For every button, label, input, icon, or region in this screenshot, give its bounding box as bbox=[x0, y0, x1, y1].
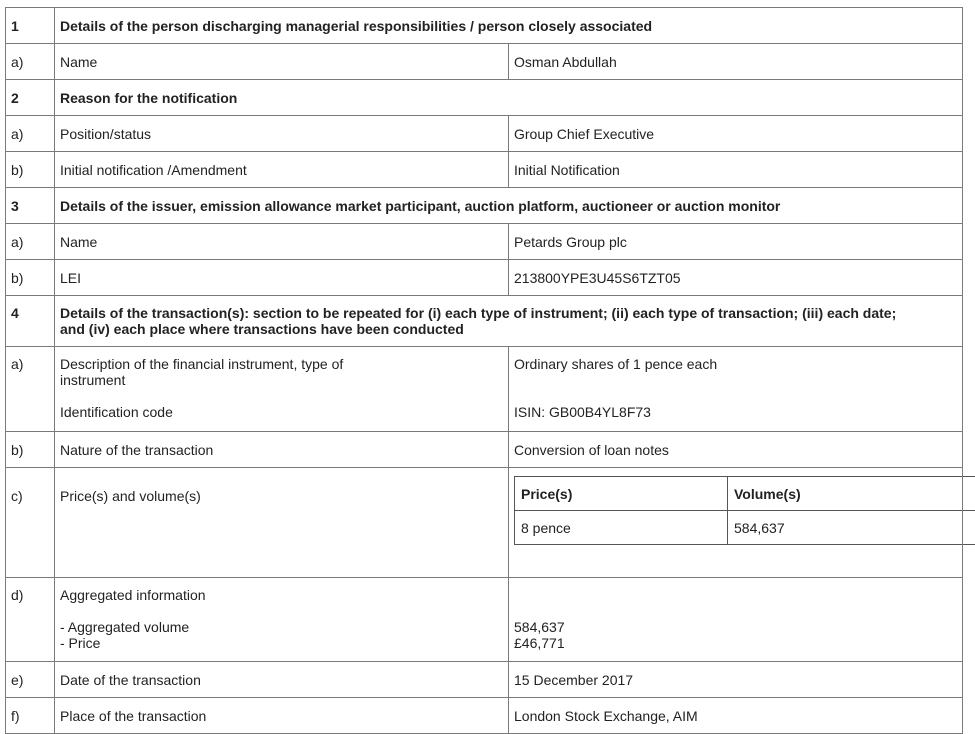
row-value: Petards Group plc bbox=[509, 224, 963, 260]
row-value: 15 December 2017 bbox=[509, 662, 963, 698]
section-number: 4 bbox=[6, 296, 55, 347]
price-header: Price(s) bbox=[515, 477, 728, 511]
section-title: Details of the issuer, emission allowance market participant, auction platform, auctioneer or auction monitor bbox=[55, 188, 963, 224]
row-index: b) bbox=[6, 152, 55, 188]
table-row bbox=[6, 468, 963, 578]
row-label: Name bbox=[55, 224, 509, 260]
row-index: a) bbox=[6, 44, 55, 80]
volume-value: 584,637 bbox=[728, 511, 975, 545]
row-index: a) bbox=[6, 224, 55, 260]
section-2-header bbox=[6, 80, 963, 116]
section-number: 3 bbox=[6, 188, 55, 224]
row-index: b) bbox=[6, 260, 55, 296]
table-row bbox=[6, 116, 963, 152]
row-value: Conversion of loan notes bbox=[509, 432, 963, 468]
row-value: London Stock Exchange, AIM bbox=[509, 698, 963, 734]
section-1-header bbox=[6, 8, 963, 44]
volume-header: Volume(s) bbox=[728, 477, 975, 511]
row-value: 584,637 £46,771 bbox=[509, 578, 963, 662]
price-value: 8 pence bbox=[515, 511, 728, 545]
section-3-header bbox=[6, 188, 963, 224]
row-label: Initial notification /Amendment bbox=[55, 152, 509, 188]
row-value: 213800YPE3U45S6TZT05 bbox=[509, 260, 963, 296]
row-value bbox=[509, 468, 963, 578]
row-index: b) bbox=[6, 432, 55, 468]
table-row bbox=[6, 260, 963, 296]
row-label: Description of the financial instrument, type of instrument Identification code bbox=[55, 347, 509, 432]
row-label: Nature of the transaction bbox=[55, 432, 509, 468]
row-value: Osman Abdullah bbox=[509, 44, 963, 80]
section-title: Reason for the notification bbox=[55, 80, 963, 116]
table-row bbox=[6, 152, 963, 188]
table-row bbox=[6, 44, 963, 80]
row-index: f) bbox=[6, 698, 55, 734]
section-title: Details of the person discharging managerial responsibilities / person closely associated bbox=[55, 8, 963, 44]
price-volume-table bbox=[514, 476, 975, 545]
row-label: Price(s) and volume(s) bbox=[55, 468, 509, 578]
row-label: Date of the transaction bbox=[55, 662, 509, 698]
row-value: Group Chief Executive bbox=[509, 116, 963, 152]
row-value: Initial Notification bbox=[509, 152, 963, 188]
row-index: a) bbox=[6, 116, 55, 152]
row-index: d) bbox=[6, 578, 55, 662]
inner-header-row bbox=[515, 477, 975, 511]
row-label: LEI bbox=[55, 260, 509, 296]
row-label: Position/status bbox=[55, 116, 509, 152]
table-row bbox=[6, 432, 963, 468]
row-index: e) bbox=[6, 662, 55, 698]
row-label: Aggregated information - Aggregated volume - Price bbox=[55, 578, 509, 662]
table-row bbox=[6, 347, 963, 432]
table-row bbox=[6, 662, 963, 698]
row-label: Place of the transaction bbox=[55, 698, 509, 734]
section-number: 1 bbox=[6, 8, 55, 44]
row-index: c) bbox=[6, 468, 55, 578]
table-row bbox=[6, 698, 963, 734]
inner-data-row bbox=[515, 511, 975, 545]
section-number: 2 bbox=[6, 80, 55, 116]
section-title: Details of the transaction(s): section to be repeated for (i) each type of instrument; (ii) each type of transaction; (iii) each date; and (iv) each place where transactions have been conducted bbox=[55, 296, 963, 347]
row-index: a) bbox=[6, 347, 55, 432]
table-row bbox=[6, 224, 963, 260]
row-value: Ordinary shares of 1 pence each ISIN: GB00B4YL8F73 bbox=[509, 347, 963, 432]
section-4-header bbox=[6, 296, 963, 347]
row-label: Name bbox=[55, 44, 509, 80]
table-row bbox=[6, 578, 963, 662]
notification-table bbox=[5, 7, 963, 734]
